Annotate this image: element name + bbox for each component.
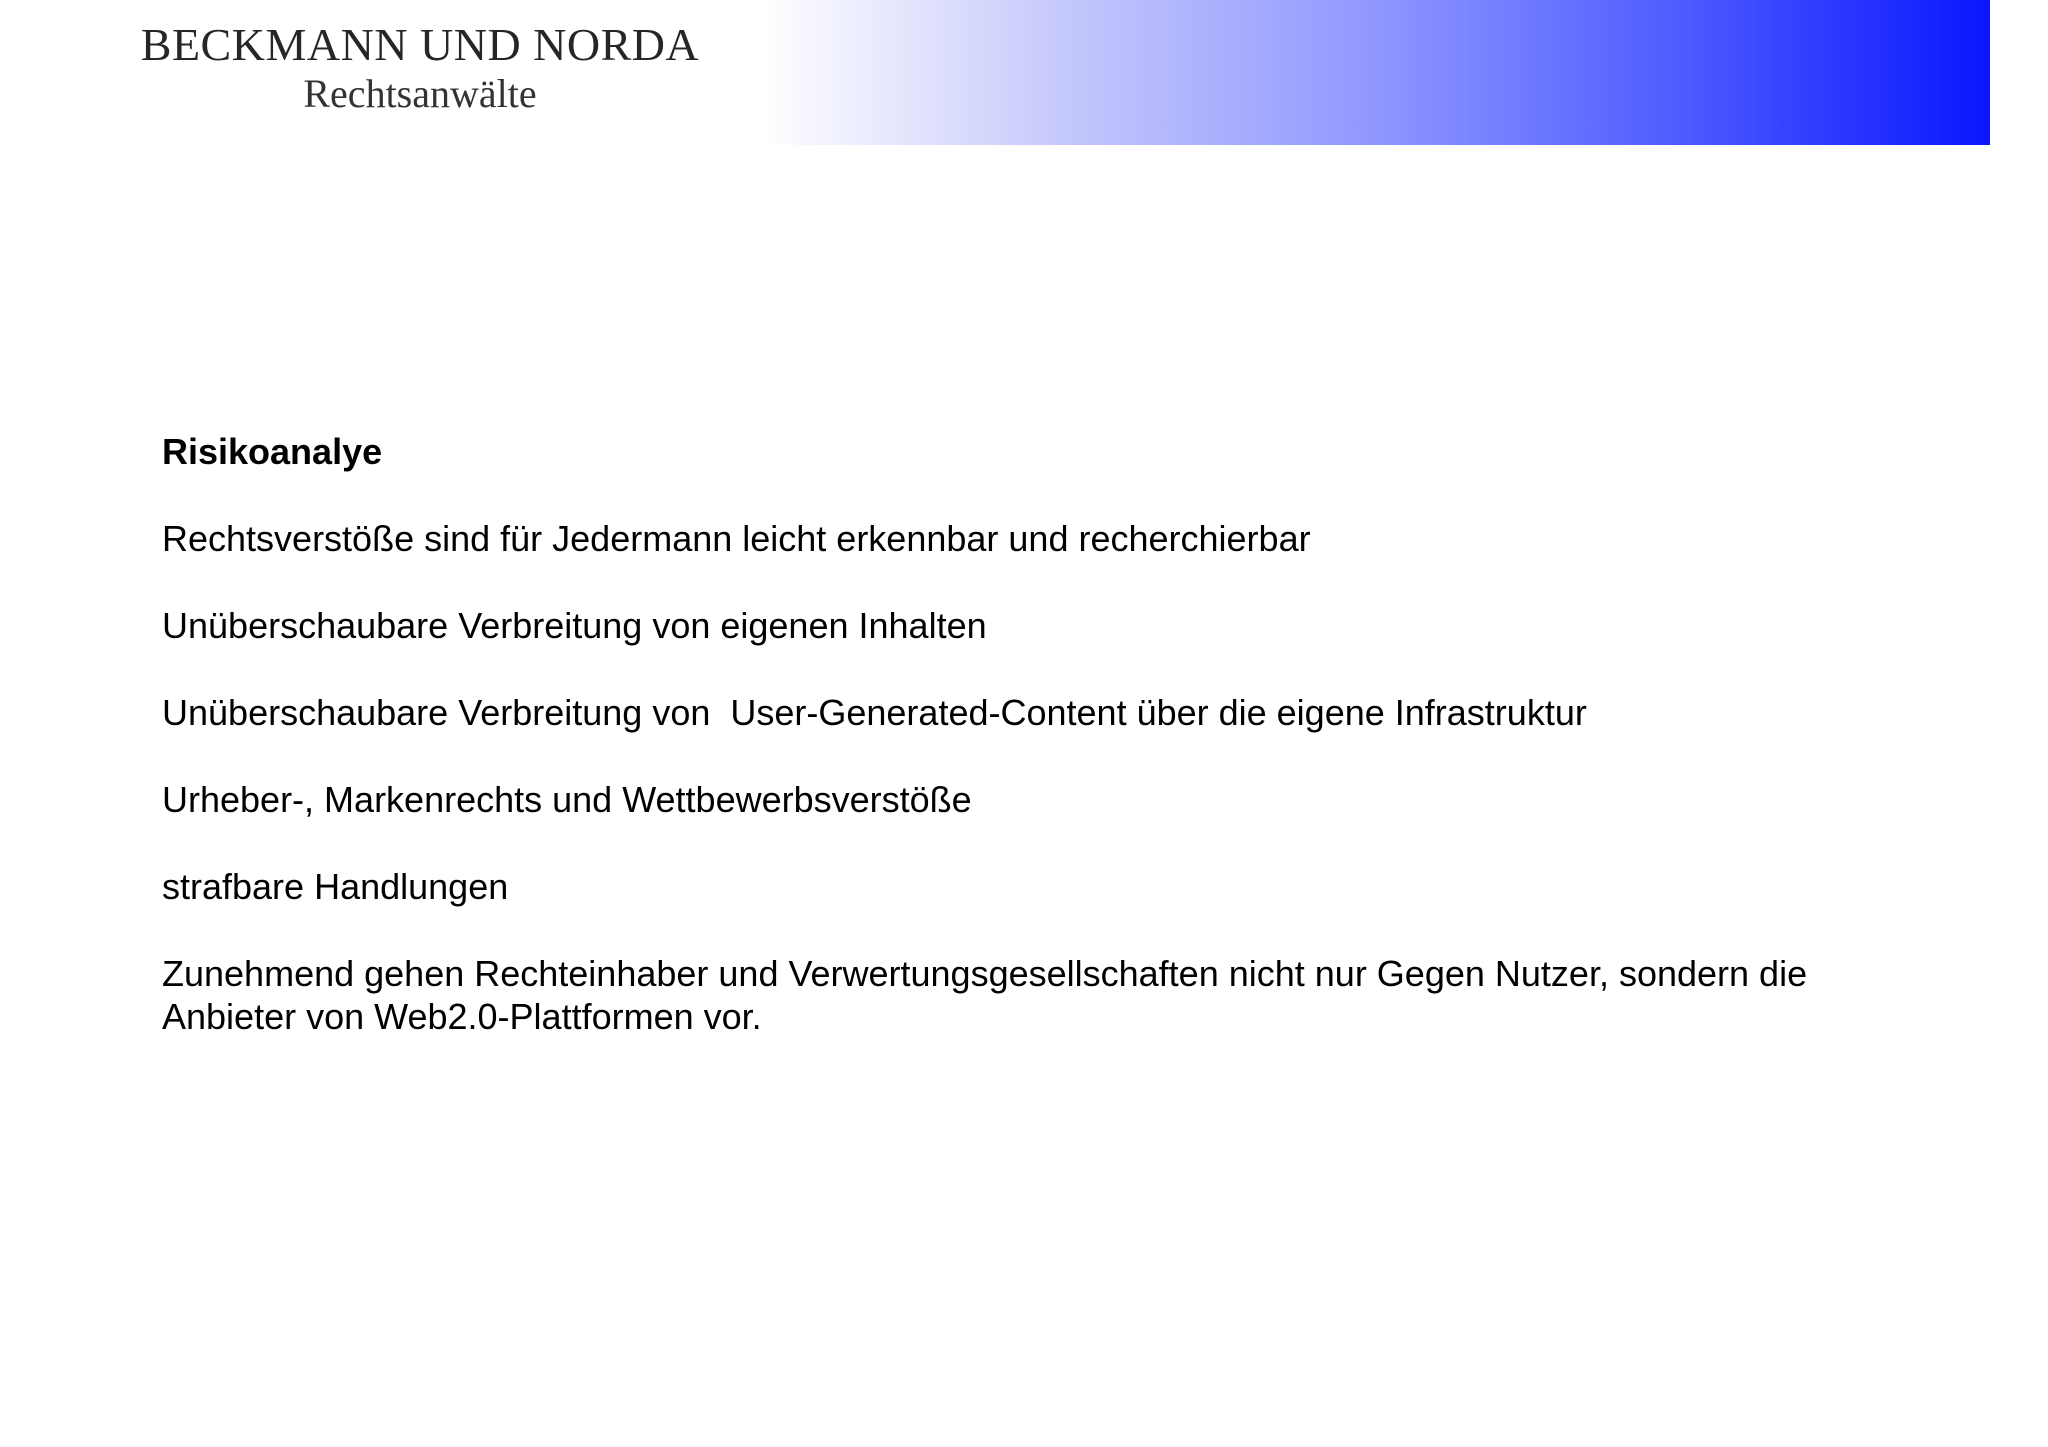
logo-firm-subtitle: Rechtsanwälte (303, 71, 537, 116)
slide-content (162, 430, 1922, 1081)
header-gradient-bar (762, 0, 1990, 145)
bullet-point: Urheber-, Markenrechts und Wettbewerbsverstöße (162, 779, 972, 820)
bullet-point: strafbare Handlungen (162, 866, 509, 907)
slide-title: Risikoanalye (162, 431, 383, 472)
logo-firm-name: BECKMANN UND NORDA (140, 19, 700, 70)
bullet-point: Rechtsverstöße sind für Jedermann leicht erkennbar und recherchierbar (162, 518, 1311, 559)
slide-header (0, 0, 2048, 146)
bullet-point: Unüberschaubare Verbreitung von User-Generated-Content über die eigene Infrastruktur (162, 692, 1587, 733)
firm-logo (120, 19, 720, 116)
bullet-point: Unüberschaubare Verbreitung von eigenen Inhalten (162, 605, 987, 646)
bullet-point: Zunehmend gehen Rechteinhaber und Verwertungsgesellschaften nicht nur Gegen Nutzer, sondern die Anbieter von Web2.0-Plattformen vor. (162, 953, 1808, 1037)
